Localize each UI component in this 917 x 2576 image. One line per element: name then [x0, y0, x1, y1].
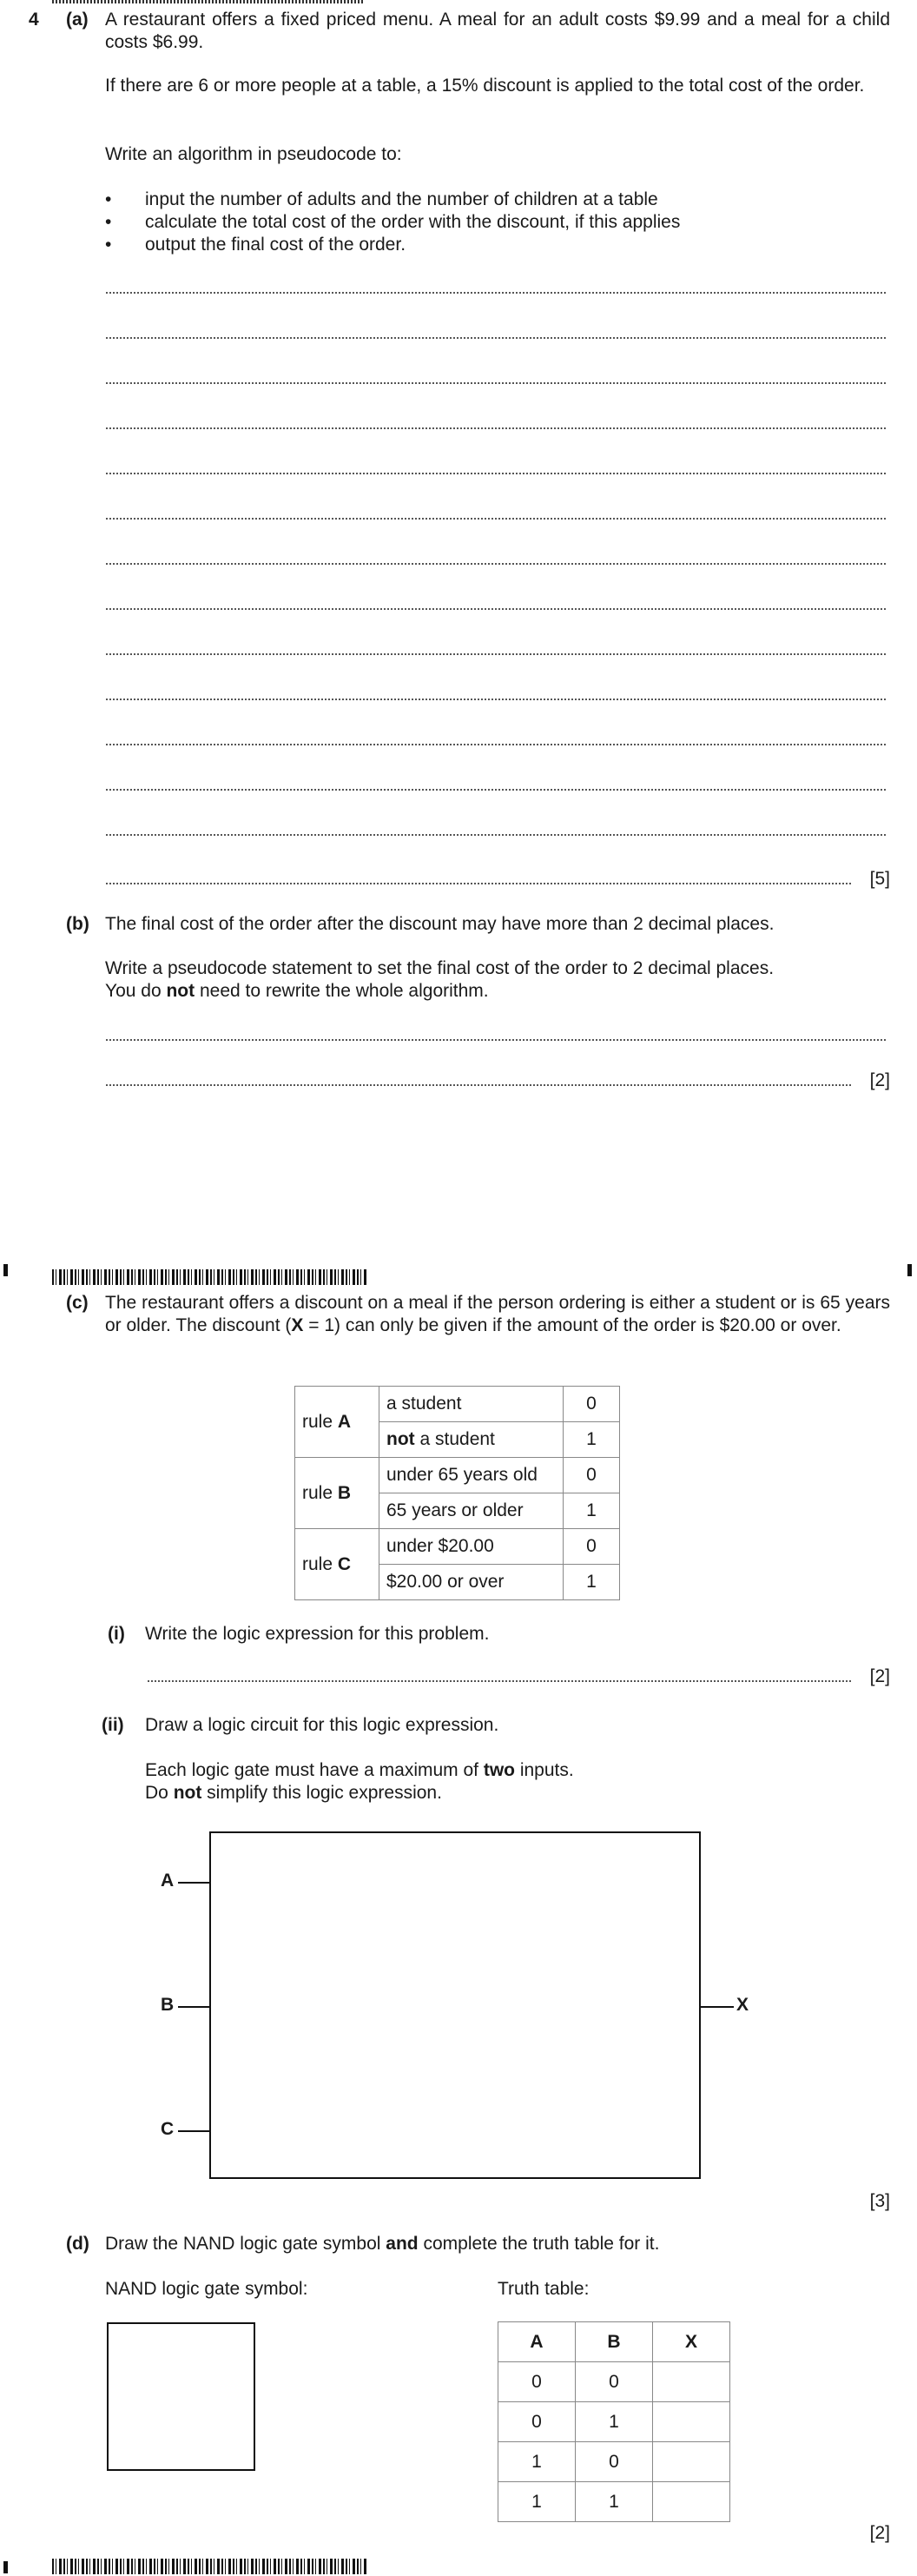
part-c-ii-marks: [3] — [869, 2191, 890, 2211]
table-header-row — [498, 2322, 730, 2362]
table-row — [498, 2402, 730, 2442]
part-c-ii-paragraph-2: Each logic gate must have a maximum of two inputs. — [145, 1760, 574, 1780]
rule-value: 0 — [564, 1458, 620, 1493]
cell-b: 0 — [576, 2442, 653, 2482]
nand-symbol-box[interactable] — [107, 2322, 255, 2471]
answer-line[interactable] — [106, 382, 886, 384]
table-row — [295, 1387, 620, 1422]
answer-line[interactable] — [106, 883, 851, 884]
rule-condition: under $20.00 — [379, 1529, 564, 1565]
rules-table — [294, 1386, 620, 1600]
part-c-ii-text: Draw a logic circuit for this logic expression. — [145, 1715, 499, 1735]
cell-a: 0 — [498, 2402, 576, 2442]
table-row — [498, 2362, 730, 2402]
cell-b: 1 — [576, 2402, 653, 2442]
cell-a: 1 — [498, 2442, 576, 2482]
question-number: 4 — [29, 10, 39, 30]
truth-table — [498, 2321, 730, 2522]
part-b-paragraph-2: Write a pseudocode statement to set the final cost of the order to 2 decimal places. — [105, 958, 775, 978]
rule-value: 1 — [564, 1493, 620, 1529]
part-c-i-text: Write the logic expression for this problem. — [145, 1624, 490, 1644]
cell-x-answer[interactable] — [653, 2442, 730, 2482]
answer-line[interactable] — [106, 834, 886, 836]
part-c-label: (c) — [66, 1293, 89, 1313]
input-label-c: C — [161, 2119, 175, 2139]
rule-condition: $20.00 or over — [379, 1565, 564, 1600]
answer-line[interactable] — [106, 563, 886, 565]
table-row — [498, 2442, 730, 2482]
answer-line[interactable] — [106, 427, 886, 429]
part-d-marks: [2] — [869, 2523, 890, 2543]
input-wire-c — [178, 2130, 209, 2132]
part-a-paragraph-3: Write an algorithm in pseudocode to: — [105, 144, 402, 164]
rule-label: rule B — [295, 1458, 379, 1529]
part-b-marks: [2] — [869, 1070, 890, 1090]
answer-line[interactable] — [106, 292, 886, 294]
nand-symbol-label: NAND logic gate symbol: — [105, 2279, 308, 2299]
part-c-i-marks: [2] — [869, 1666, 890, 1686]
rule-condition: under 65 years old — [379, 1458, 564, 1493]
rule-value: 0 — [564, 1387, 620, 1422]
part-b-label: (b) — [66, 914, 89, 934]
page-barcode — [52, 1269, 367, 1285]
header-barcode — [52, 0, 365, 3]
answer-line[interactable] — [106, 744, 886, 745]
footer-barcode — [52, 2559, 367, 2574]
rule-label: rule C — [295, 1529, 379, 1600]
bullet-text: input the number of adults and the number of children at a table — [145, 189, 658, 209]
input-wire-b — [178, 2006, 209, 2008]
part-c-paragraph: The restaurant offers a discount on a meal if the person ordering is either a student or is 65 years or older. The discount (X = 1) can only be given if the amount of the order is $20.00 or over. — [105, 1293, 890, 1335]
cell-x-answer[interactable] — [653, 2482, 730, 2522]
part-b-paragraph-3: You do not need to rewrite the whole algorithm. — [105, 981, 489, 1001]
circuit-drawing-area[interactable] — [209, 1831, 701, 2179]
cell-a: 1 — [498, 2482, 576, 2522]
part-c-i-label: (i) — [108, 1624, 125, 1644]
answer-line[interactable] — [148, 1680, 851, 1682]
table-row — [295, 1529, 620, 1565]
part-d-label: (d) — [66, 2234, 89, 2254]
part-a-marks: [5] — [869, 869, 890, 889]
rule-label: rule A — [295, 1387, 379, 1458]
answer-line[interactable] — [106, 653, 886, 655]
rule-value: 0 — [564, 1529, 620, 1565]
input-wire-a — [178, 1882, 209, 1884]
table-row — [498, 2482, 730, 2522]
cell-x-answer[interactable] — [653, 2362, 730, 2402]
answer-line[interactable] — [106, 1039, 886, 1041]
rule-value: 1 — [564, 1565, 620, 1600]
cell-b: 1 — [576, 2482, 653, 2522]
part-a-paragraph-2: If there are 6 or more people at a table, a 15% discount is applied to the total cost of the order. — [105, 76, 865, 96]
part-d-text: Draw the NAND logic gate symbol and complete the truth table for it. — [105, 2234, 660, 2254]
column-header: A — [498, 2322, 576, 2362]
output-wire-x — [701, 2006, 734, 2008]
column-header: X — [653, 2322, 730, 2362]
registration-mark — [3, 2561, 8, 2573]
rule-condition: 65 years or older — [379, 1493, 564, 1529]
cell-x-answer[interactable] — [653, 2402, 730, 2442]
part-c-ii-paragraph-3: Do not simplify this logic expression. — [145, 1783, 442, 1803]
table-row — [295, 1458, 620, 1493]
output-label-x: X — [736, 1995, 749, 2015]
registration-mark — [3, 1264, 8, 1276]
bullet-text: output the final cost of the order. — [145, 235, 406, 255]
column-header: B — [576, 2322, 653, 2362]
bullet-text: calculate the total cost of the order with the discount, if this applies — [145, 212, 681, 232]
answer-line[interactable] — [106, 518, 886, 520]
answer-line[interactable] — [106, 473, 886, 474]
answer-line[interactable] — [106, 699, 886, 700]
input-label-a: A — [161, 1871, 175, 1891]
answer-line[interactable] — [106, 789, 886, 791]
part-a-label: (a) — [66, 10, 89, 30]
registration-mark — [907, 1264, 912, 1276]
answer-line[interactable] — [106, 337, 886, 339]
truth-table-label: Truth table: — [498, 2279, 590, 2299]
input-label-b: B — [161, 1995, 175, 2015]
answer-line[interactable] — [106, 1084, 851, 1086]
part-c-ii-label: (ii) — [102, 1715, 124, 1735]
rule-value: 1 — [564, 1422, 620, 1458]
rule-condition: a student — [379, 1387, 564, 1422]
part-b-paragraph-1: The final cost of the order after the discount may have more than 2 decimal places. — [105, 914, 775, 934]
rule-condition: not a student — [379, 1422, 564, 1458]
cell-a: 0 — [498, 2362, 576, 2402]
answer-line[interactable] — [106, 608, 886, 610]
part-a-paragraph-1: A restaurant offers a fixed priced menu. A meal for an adult costs $9.99 and a meal for a child costs $6.99. — [105, 10, 890, 52]
cell-b: 0 — [576, 2362, 653, 2402]
